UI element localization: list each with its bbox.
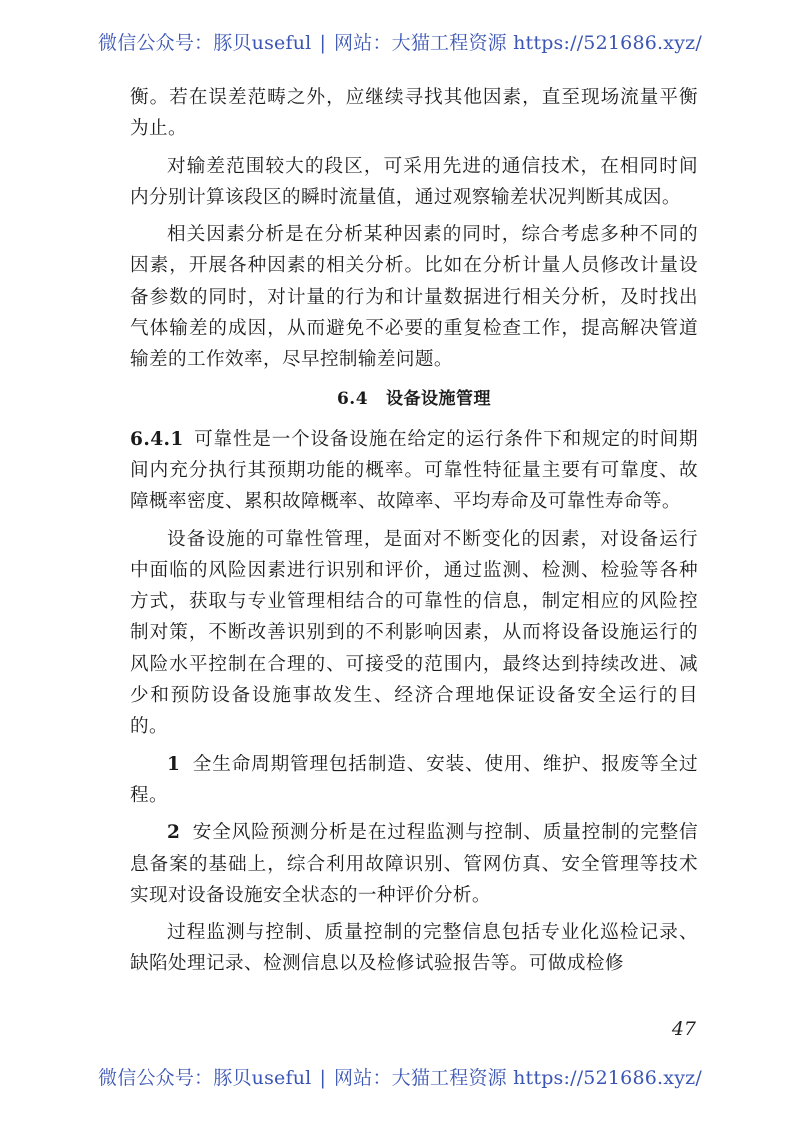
section-heading — [130, 384, 698, 414]
item-text: 全生命周期管理包括制造、安装、使用、维护、报废等全过程。 — [130, 753, 698, 806]
page-body — [130, 82, 698, 986]
clause-text: 可靠性是一个设备设施在给定的运行条件下和规定的时间期间内充分执行其预期功能的概率。可靠性特征量主要有可靠度、故障概率密度、累积故障概率、故障率、平均寿命及可靠性寿命等。 — [130, 428, 698, 513]
item-text: 安全风险预测分析是在过程监测与控制、质量控制的完整信息备案的基础上，综合利用故障识别、管网仿真、安全管理等技术实现对设备设施安全状态的一种评价分析。 — [130, 822, 698, 906]
item-number: 2 — [167, 822, 181, 844]
paragraph-reliability-management: 设备设施的可靠性管理，是面对不断变化的因素，对设备运行中面临的风险因素进行识别和评价，通过监测、检测、检验等各种方式，获取与专业管理相结合的可靠性的信息，制定相应的风险控制对策，不断改善识别到的不利影响因素，从而将设备设施运行的风险水平控制在合理的、可接受的范围内，最终达到持续改进、减少和预防设备设施事故发生、经济合理地保证设备安全运行的目的。 — [130, 528, 698, 738]
paragraph-section-range: 对输差范围较大的段区，可采用先进的通信技术，在相同时间内分别计算该段区的瞬时流量值，通过观察输差状况判断其成因。 — [130, 155, 698, 208]
section-title: 设备设施管理 — [386, 388, 492, 409]
list-item-2 — [130, 817, 698, 911]
clause-number: 6.4.1 — [130, 428, 184, 450]
paragraph-continuation: 衡。若在误差范畴之外，应继续寻找其他因素，直至现场流量平衡为止。 — [130, 87, 698, 140]
section-number: 6.4 — [336, 388, 369, 409]
clause-6-4-1 — [130, 424, 698, 518]
watermark-footer — [0, 1063, 800, 1090]
item-number: 1 — [167, 753, 181, 775]
paragraph-correlation-analysis: 相关因素分析是在分析某种因素的同时，综合考虑多种不同的因素，开展各种因素的相关分析。比如在分析计量人员修改计量设备参数的同时，对计量的行为和计量数据进行相关分析，及时找出气体输差的成因，从而避免不必要的重复检查工作，提高解决管道输差的工作效率，尽早控制输差问题。 — [130, 224, 698, 371]
watermark-site: 网站：大猫工程资源 https://521686.xyz/ — [334, 32, 702, 54]
watermark-site: 网站：大猫工程资源 https://521686.xyz/ — [334, 1067, 702, 1089]
paragraph-process-monitoring: 过程监测与控制、质量控制的完整信息包括专业化巡检记录、缺陷处理记录、检测信息以及检修试验报告等。可做成检修 — [130, 922, 698, 975]
watermark-wechat: 微信公众号：豚贝useful — [98, 1067, 312, 1089]
watermark-separator: | — [319, 1067, 327, 1089]
watermark-wechat: 微信公众号：豚贝useful — [98, 32, 312, 54]
watermark-separator: | — [319, 32, 327, 54]
list-item-1 — [130, 749, 698, 812]
watermark-header — [0, 28, 800, 55]
page-number: 47 — [671, 1018, 696, 1040]
